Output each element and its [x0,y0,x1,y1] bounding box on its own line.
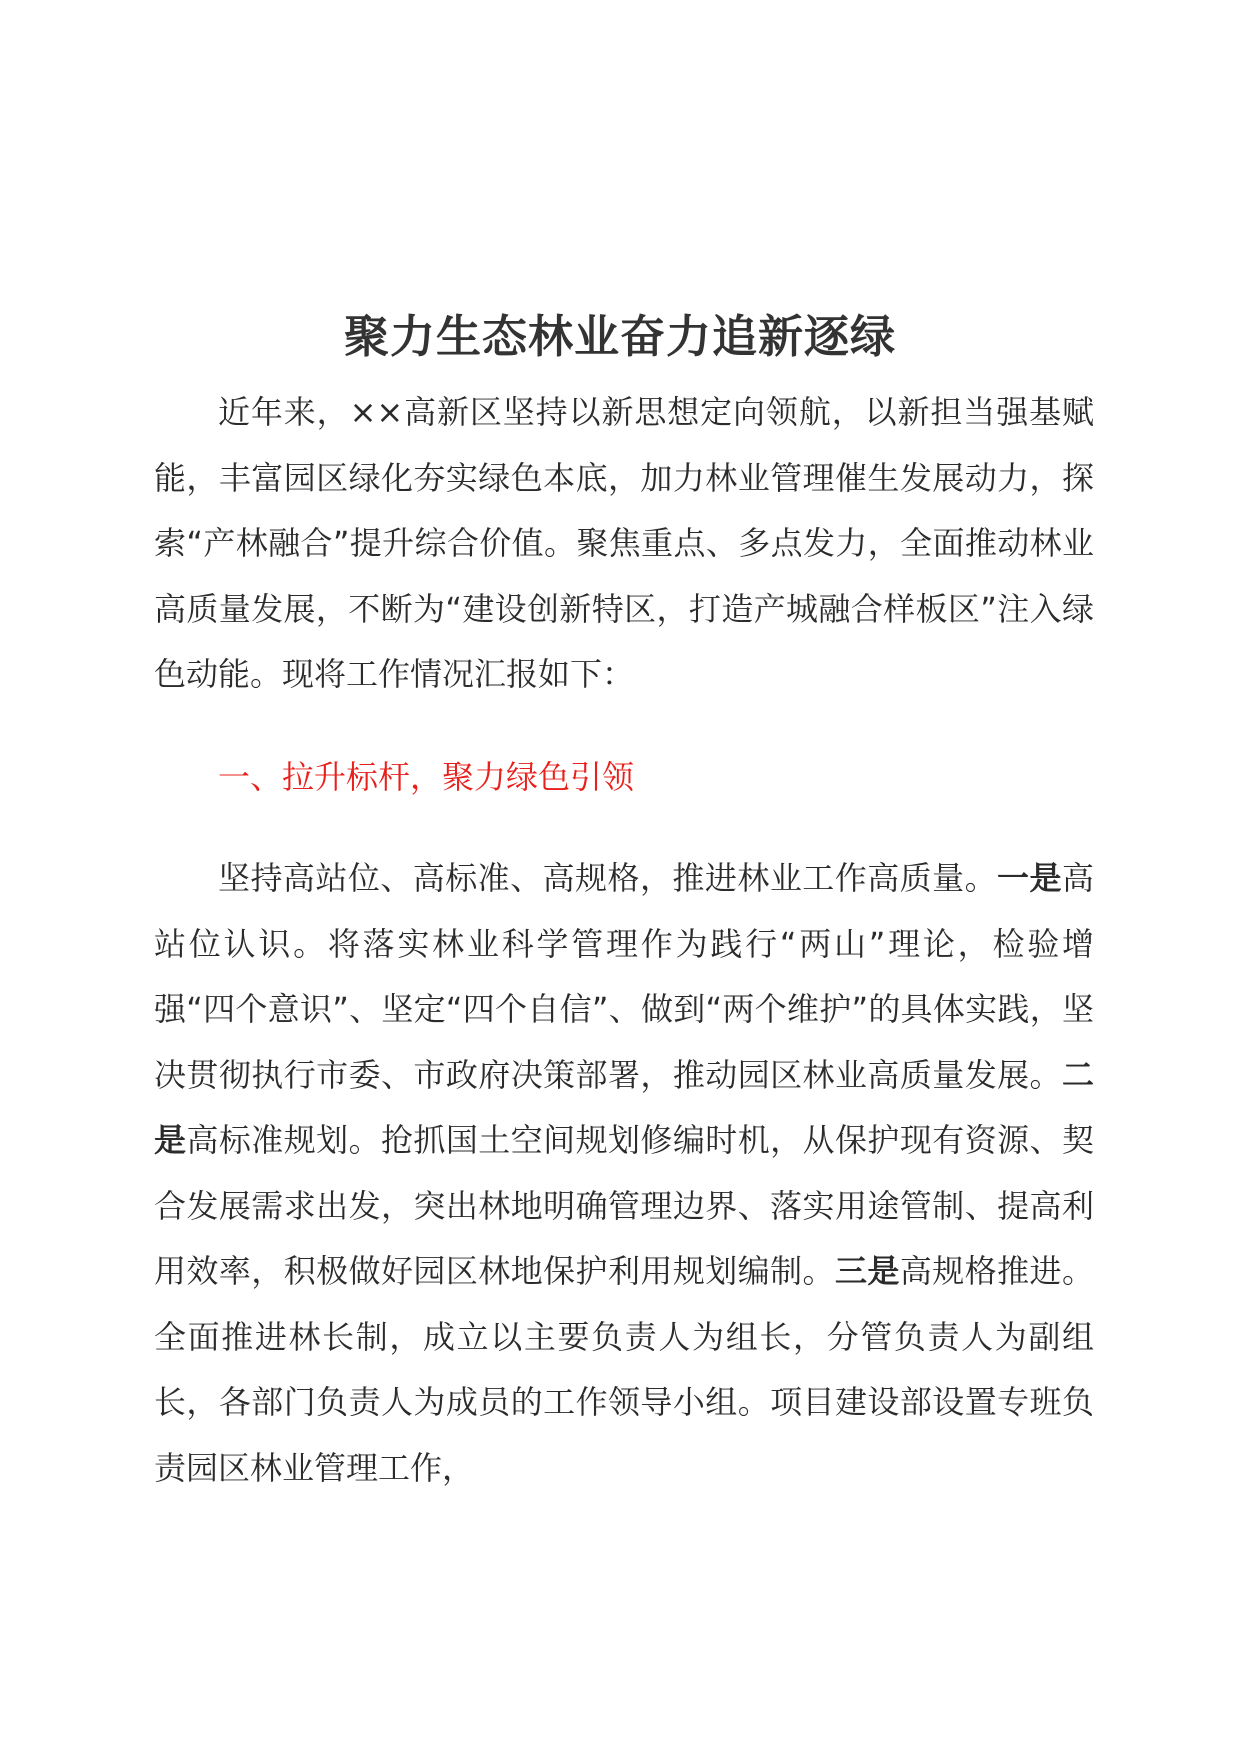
section-1-paragraph [154,846,1094,1501]
section-heading-1: 一、拉升标杆，聚力绿色引领 [218,758,635,796]
keyword-second: 二是 [154,1055,1094,1159]
intro-paragraph: 近年来，××高新区坚持以新思想定向领航，以新担当强基赋能，丰富园区绿化夯实绿色本底，加力林业管理催生发展动力，探索“产林融合”提升综合价值。聚焦重点、多点发力，全面推动林业高质量发展，不断为“建设创新特区，打造产城融合样板区”注入绿色动能。现将工作情况汇报如下： [154,393,1094,693]
paragraph-lead: 坚持高站位、高标准、高规格，推进林业工作高质量。 [218,859,998,897]
document-title: 聚力生态林业奋力追新逐绿 [343,310,896,364]
point-3-text: 高规格推进。全面推进林长制，成立以主要负责人为组长，分管负责人为副组长，各部门负责人为成员的工作领导小组。项目建设部设置专班负责园区林业管理工作， [154,1252,1094,1487]
point-1-text: 高站位认识。将落实林业科学管理作为践行“两山”理论，检验增强“四个意识”、坚定“四个自信”、做到“两个维护”的具体实践，坚决贯彻执行市委、市政府决策部署，推动园区林业高质量发展。 [154,859,1094,1094]
point-2-text: 高标准规划。抢抓国土空间规划修编时机，从保护现有资源、契合发展需求出发，突出林地明确管理边界、落实用途管制、提高利用效率，积极做好园区林地保护利用规划编制。 [154,1121,1094,1290]
keyword-first: 一是 [997,859,1062,897]
keyword-third: 三是 [834,1252,900,1290]
